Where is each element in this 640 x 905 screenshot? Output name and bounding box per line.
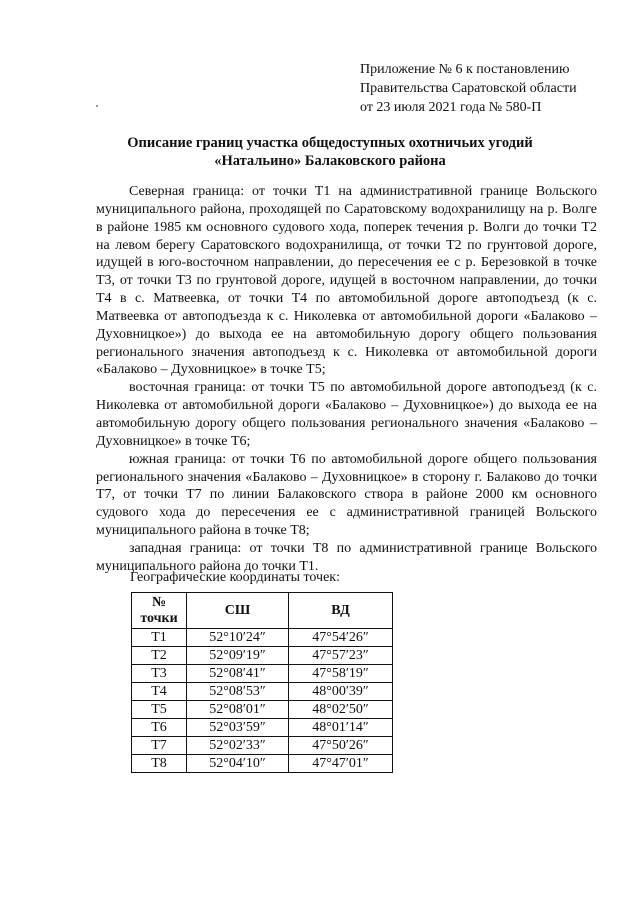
latitude-cell: 52°10′24″	[187, 629, 289, 647]
latitude-cell: 52°03′59″	[187, 719, 289, 737]
longitude-cell: 47°50′26″	[289, 737, 393, 755]
point-id: Т2	[132, 647, 187, 665]
paragraph-south-boundary: южная граница: от точки Т6 по автомобильной дороге общего пользования регионального значения «Балаково – Духовницкое» в сторону г. Балаково до точки Т7, от точки Т7 по линии Балаковского створа в районе 2000 км основного судового хода до пересечения ее с административной границей Вольского муниципального района в точке Т8;	[96, 451, 597, 539]
title-line-1: Описание границ участка общедоступных охотничьих угодий	[127, 135, 533, 151]
scan-speck	[96, 105, 98, 107]
longitude-cell: 47°47′01″	[289, 755, 393, 773]
title-line-2: «Натальино» Балаковского района	[214, 153, 446, 169]
paragraph-east-boundary: восточная граница: от точки Т5 по автомобильной дороге автоподъезд (к с. Николевка от автомобильной дороги «Балаково – Духовницкое») до выхода ее на автомобильную дорогу общего пользования регионального значения «Балаково – Духовницкое» в точке Т6;	[96, 380, 597, 449]
header-latitude: СШ	[187, 593, 289, 629]
document-title	[60, 134, 600, 170]
longitude-cell: 47°57′23″	[289, 647, 393, 665]
latitude-cell: 52°08′41″	[187, 665, 289, 683]
latitude-cell: 52°08′53″	[187, 683, 289, 701]
paragraph-west-boundary: западная граница: от точки Т8 по административной границе Вольского муниципального района до точки Т1.	[96, 540, 597, 574]
paragraph-north-boundary: Северная граница: от точки Т1 на административной границе Вольского муниципального района, проходящей по Саратовскому водохранилищу на р. Волге в районе 1985 км основного судового хода, поперек течения р. Волги до точки Т2 на левом берегу Саратовского водохранилища, от точки Т2 по грунтовой дороге, идущей в юго-восточном направлении, до пересечения ее с р. Березовкой в точке Т3, от точки Т3 по грунтовой дороге, идущей в восточном направлении, до точки Т4 в с. Матвеевка, от точки Т4 по автомобильной дороге автоподъезд (к с. Матвеевка от автоподъезда к с. Николевка от автомобильной дороги «Балаково – Духовницкое») до выхода ее на автомобильную дорогу общего пользования регионального значения автоподъезд к с. Николевка от автомобильной дороги «Балаково – Духовницкое» в точке Т5;	[96, 184, 597, 378]
latitude-cell: 52°09′19″	[187, 647, 289, 665]
header-point-number	[132, 593, 187, 629]
point-id: Т8	[132, 755, 187, 773]
table-row	[132, 629, 393, 647]
point-id: Т7	[132, 737, 187, 755]
latitude-cell: 52°08′01″	[187, 701, 289, 719]
coordinates-label: Географические координаты точек:	[130, 570, 340, 585]
longitude-cell: 47°54′26″	[289, 629, 393, 647]
appendix-header	[360, 60, 620, 117]
coordinates-table	[131, 592, 393, 773]
boundary-description	[96, 183, 597, 576]
table-row	[132, 737, 393, 755]
longitude-cell: 48°00′39″	[289, 683, 393, 701]
appendix-line-3: от 23 июля 2021 года № 580-П	[360, 100, 542, 115]
latitude-cell: 52°04′10″	[187, 755, 289, 773]
table-row	[132, 755, 393, 773]
table-row	[132, 683, 393, 701]
longitude-cell: 48°01′14″	[289, 719, 393, 737]
latitude-cell: 52°02′33″	[187, 737, 289, 755]
table-row	[132, 701, 393, 719]
point-id: Т3	[132, 665, 187, 683]
point-id: Т5	[132, 701, 187, 719]
table-row	[132, 647, 393, 665]
longitude-cell: 48°02′50″	[289, 701, 393, 719]
point-id: Т6	[132, 719, 187, 737]
table-row	[132, 665, 393, 683]
appendix-line-2: Правительства Саратовской области	[360, 81, 577, 96]
header-longitude: ВД	[289, 593, 393, 629]
table-header-row	[132, 593, 393, 629]
point-id: Т1	[132, 629, 187, 647]
table-row	[132, 719, 393, 737]
longitude-cell: 47°58′19″	[289, 665, 393, 683]
point-id: Т4	[132, 683, 187, 701]
appendix-line-1: Приложение № 6 к постановлению	[360, 62, 570, 77]
header-point-number-text: № точки	[140, 594, 178, 626]
